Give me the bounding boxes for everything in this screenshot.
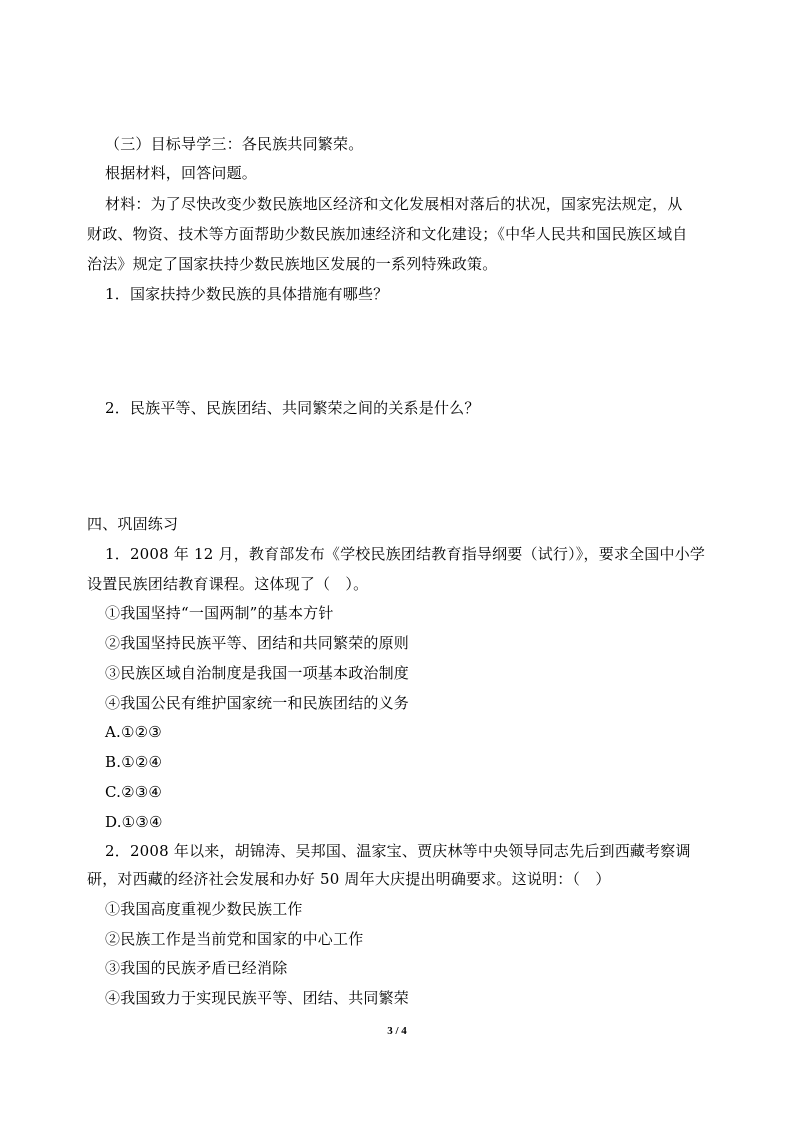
exercise-1-choice-a: A.①②③ [105, 723, 162, 741]
section3-prompt: 根据材料，回答问题。 [105, 164, 258, 182]
exercise-1-line-1: 1．2008 年 12 月，教育部发布《学校民族团结教育指导纲要（试行）》，要求全国中小学 [105, 545, 706, 563]
exercise-1-line-2: 设置民族团结教育课程。这体现了（ ）。 [87, 575, 369, 593]
section3-heading: （三）目标导学三：各民族共同繁荣。 [105, 135, 364, 153]
material-line-1: 材料：为了尽快改变少数民族地区经济和文化发展相对落后的状况，国家宪法规定，从 [105, 195, 683, 213]
exercise-1-option-2: ②我国坚持民族平等、团结和共同繁荣的原则 [105, 634, 410, 652]
exercise-2-option-2: ②民族工作是当前党和国家的中心工作 [105, 930, 364, 948]
exercise-1-option-1: ①我国坚持“一国两制”的基本方针 [105, 604, 334, 622]
exercise-1-choice-b: B.①②④ [105, 753, 163, 771]
exercise-1-option-4: ④我国公民有维护国家统一和民族团结的义务 [105, 694, 410, 712]
exercise-2-option-3: ③我国的民族矛盾已经消除 [105, 959, 288, 977]
material-line-3: 治法》规定了国家扶持少数民族地区发展的一系列特殊政策。 [87, 255, 498, 273]
question-2: 2．民族平等、民族团结、共同繁荣之间的关系是什么？ [105, 399, 480, 417]
section4-heading: 四、巩固练习 [87, 515, 179, 533]
exercise-2-line-2: 研，对西藏的经济社会发展和办好 50 周年大庆提出明确要求。这说明：（ ） [87, 870, 611, 888]
exercise-1-option-3: ③民族区域自治制度是我国一项基本政治制度 [105, 664, 410, 682]
material-line-2: 财政、物资、技术等方面帮助少数民族加速经济和文化建设；《中华人民共和国民族区域自 [87, 225, 688, 243]
page-number: 3 / 4 [387, 1025, 407, 1037]
exercise-1-choice-d: D.①③④ [105, 813, 163, 831]
exercise-1-choice-c: C.②③④ [105, 783, 163, 801]
exercise-2-line-1: 2．2008 年以来，胡锦涛、吴邦国、温家宝、贾庆林等中央领导同志先后到西藏考察调 [105, 842, 691, 860]
exercise-2-option-1: ①我国高度重视少数民族工作 [105, 900, 303, 918]
question-1: 1．国家扶持少数民族的具体措施有哪些？ [105, 285, 389, 303]
exercise-2-option-4: ④我国致力于实现民族平等、团结、共同繁荣 [105, 989, 410, 1007]
